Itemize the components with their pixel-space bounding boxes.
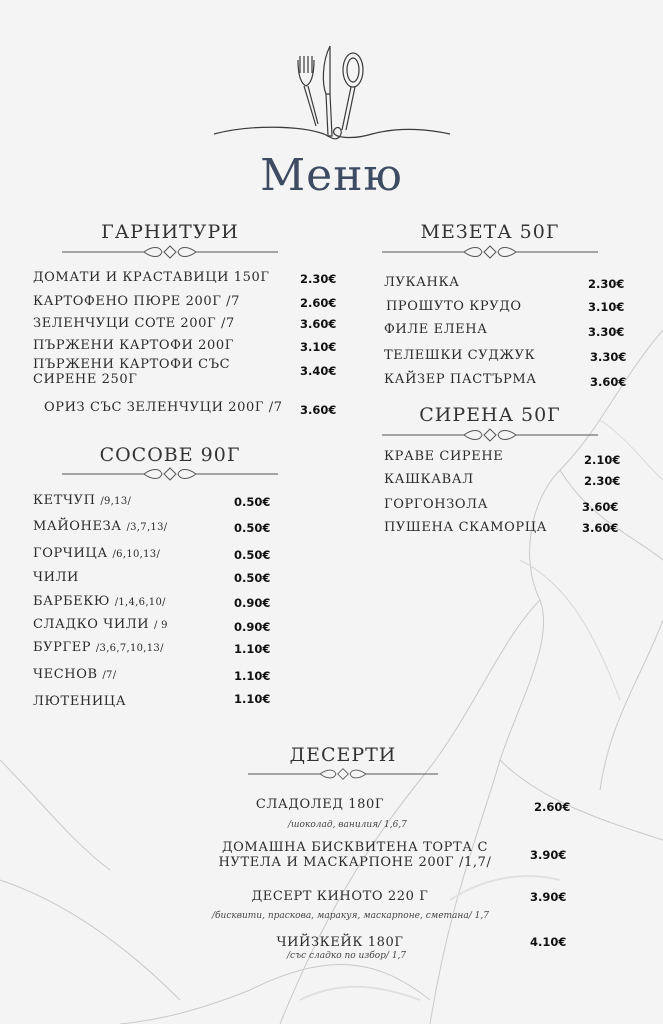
ornament-divider-icon [62,466,278,482]
menu-item-price: 0.90€ [234,620,271,634]
menu-item-price: 1.10€ [234,669,271,683]
menu-item-name: ПРОШУТО КРУДО [386,299,522,314]
menu-item-name: ТЕЛЕШКИ СУДЖУК [384,348,536,363]
ornament-divider-icon [248,766,438,782]
menu-item-name: ЗЕЛЕНЧУЦИ СОТЕ 200Г /7 [33,316,235,331]
menu-item-name: СЛАДОЛЕД 180Г [255,797,385,812]
menu-item-price: 0.50€ [234,571,271,585]
menu-item-price: 3.60€ [582,521,619,535]
menu-item-row [33,594,166,610]
menu-item-price: 0.50€ [234,521,271,535]
section-heading-mezes: МЕЗЕТА 50Г [420,221,560,243]
menu-item-note: /бисквити, праскова, маракуя, маскарпоне, сметана/ 1,7 [212,911,489,921]
menu-item-name: МАЙОНЕЗА [33,519,122,534]
section-heading-garnitures: ГАРНИТУРИ [101,221,239,243]
menu-item-price: 3.60€ [300,403,337,417]
menu-item-price: 3.90€ [530,848,567,862]
menu-item-row [33,546,160,562]
allergens: /1,4,6,10/ [114,597,166,608]
menu-item-name: КАШКАВАЛ [384,472,474,487]
menu-item-row [33,617,168,633]
section-heading-sauces: СОСОВЕ 90Г [99,444,241,466]
ornament-divider-icon [382,427,598,443]
menu-item-name: ОРИЗ СЪС ЗЕЛЕНЧУЦИ 200Г /7 [44,400,283,415]
menu-item-name: ЛЮТЕНИЦА [33,694,127,709]
menu-item-name: ПЪРЖЕНИ КАРТОФИ СЪС СИРЕНЕ 250Г [33,357,231,387]
allergens: /3,7,13/ [126,522,168,533]
menu-item-price: 3.90€ [530,890,567,904]
menu-item-price: 3.30€ [588,325,625,339]
menu-item-price: 2.30€ [300,272,337,286]
menu-item-name: ГОРГОНЗОЛА [384,497,489,512]
ornament-divider-icon [382,244,598,260]
allergens: /6,10,13/ [112,549,161,560]
menu-item-note: /със сладко по избор/ 1,7 [287,951,407,961]
menu-item-price: 3.40€ [300,364,337,378]
menu-item-name: ДЕСЕРТ КИНОТО 220 Г [251,889,429,904]
menu-item-row [33,667,116,683]
menu-item-name: КАРТОФЕНО ПЮРЕ 200Г /7 [33,294,241,309]
menu-item-price: 2.10€ [584,453,621,467]
menu-item-name: КАЙЗЕР ПАСТЪРМА [384,372,537,387]
page-title: Меню [260,150,403,201]
menu-item-price: 2.60€ [300,296,337,310]
menu-item-price: 3.10€ [300,340,337,354]
menu-item-price: 3.60€ [590,375,627,389]
menu-item-price: 3.30€ [590,350,627,364]
menu-item-name: ФИЛЕ ЕЛЕНА [384,322,488,337]
menu-item-name: ЧИЙЗКЕЙК 180Г [276,935,404,950]
allergens: /3,6,7,10,13/ [95,643,164,654]
menu-item-price: 1.10€ [234,692,271,706]
menu-item-row [33,519,167,535]
menu-item-name: БУРГЕР [33,640,92,655]
menu-item-price: 2.30€ [584,474,621,488]
menu-item-name: ЧИЛИ [33,570,79,585]
menu-item-price: 3.60€ [300,317,337,331]
menu-item-price: 0.50€ [234,548,271,562]
menu-item-name: БАРБЕКЮ [33,594,110,609]
menu-item-price: 2.30€ [588,277,625,291]
allergens: / 9 [153,620,168,631]
menu-item-name: ДОМАШНА БИСКВИТЕНА ТОРТА С НУТЕЛА И МАСКАРПОНЕ 200Г /1,7/ [218,840,492,870]
section-heading-desserts: ДЕСЕРТИ [289,744,397,766]
section-heading-cheeses: СИРЕНА 50Г [419,404,561,426]
allergens: /9,13/ [100,496,132,507]
menu-item-price: 0.50€ [234,495,271,509]
menu-item-price: 4.10€ [530,935,567,949]
menu-item-name: ПУШЕНА СКАМОРЦА [384,520,548,535]
menu-item-price: 3.60€ [582,500,619,514]
menu-item-name: ЛУКАНКА [384,275,460,290]
ornament-divider-icon [62,244,278,260]
menu-item-row [33,493,131,509]
cutlery-icon [212,38,452,148]
menu-item-name: ДОМАТИ И КРАСТАВИЦИ 150Г [33,270,270,285]
menu-item-name: ГОРЧИЦА [33,546,108,561]
menu-item-row [33,640,164,656]
menu-item-price: 0.90€ [234,596,271,610]
menu-item-name: СЛАДКО ЧИЛИ [33,617,150,632]
menu-item-name: ЧЕСНОВ [33,667,98,682]
menu-item-note: /шоколад, ванилия/ 1,6,7 [288,820,407,830]
menu-item-price: 2.60€ [534,800,571,814]
allergens: /7/ [102,670,117,681]
menu-item-name: КЕТЧУП [33,493,96,508]
menu-item-price: 1.10€ [234,642,271,656]
menu-item-price: 3.10€ [588,300,625,314]
menu-item-name: ПЪРЖЕНИ КАРТОФИ 200Г [33,338,234,353]
menu-item-name: КРАВЕ СИРЕНЕ [384,449,504,464]
